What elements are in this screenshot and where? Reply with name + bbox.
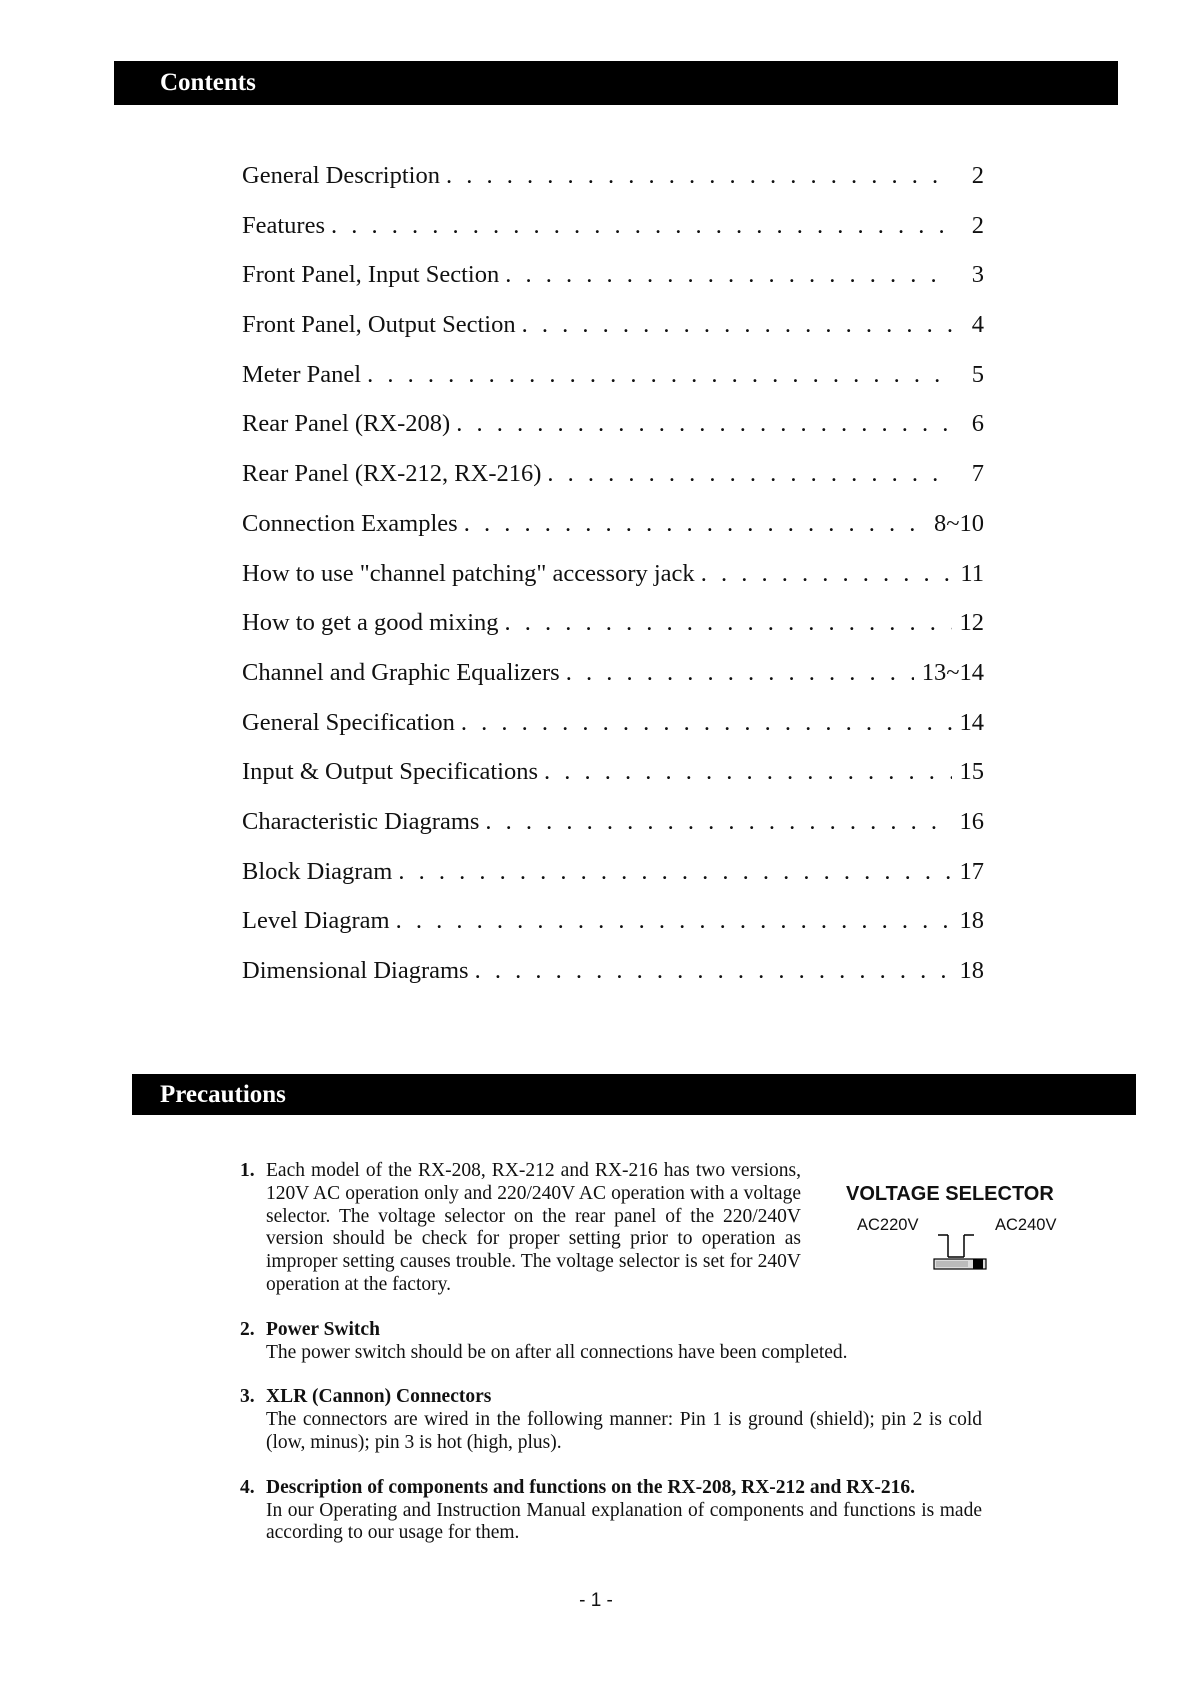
toc-entry[interactable]: [242, 659, 984, 709]
precaution-item: [240, 1477, 982, 1545]
toc-entry-title: Channel and Graphic Equalizers: [242, 658, 560, 686]
precaution-item: [240, 1319, 982, 1365]
toc-entry-title: How to get a good mixing: [242, 609, 499, 637]
precaution-body: The power switch should be on after all connections have been completed.: [266, 1341, 848, 1363]
contents-heading: Contents: [160, 69, 256, 96]
precaution-item: [240, 1386, 982, 1454]
voltage-selector-figure: [840, 1183, 1080, 1273]
toc-entry[interactable]: [242, 212, 984, 262]
precaution-heading: XLR (Cannon) Connectors: [266, 1386, 492, 1408]
toc-entry-title: Front Panel, Output Section: [242, 311, 516, 339]
precaution-heading: Power Switch: [266, 1318, 380, 1340]
toc-dot-leader: [522, 311, 952, 339]
toc-entry-title: Rear Panel (RX-212, RX-216): [242, 460, 542, 488]
toc-dot-leader: [485, 808, 951, 836]
page-number: - 1 -: [579, 1590, 613, 1611]
voltage-switch-icon: [930, 1223, 1000, 1275]
toc-dot-leader: [396, 907, 952, 935]
toc-entry-title: Block Diagram: [242, 857, 393, 885]
toc-dot-leader: [701, 560, 952, 588]
toc-dot-leader: [464, 510, 926, 538]
toc-entry-title: Level Diagram: [242, 907, 390, 935]
toc-entry-page: 12: [959, 609, 984, 637]
toc-entry-title: How to use "channel patching" accessory jack: [242, 559, 695, 587]
precautions-heading: Precautions: [160, 1080, 286, 1108]
contents-heading-bar: [114, 61, 1118, 105]
toc-entry-page: 13~14: [921, 658, 984, 686]
toc-entry-title: Front Panel, Input Section: [242, 261, 500, 289]
precaution-number: 3.: [240, 1386, 255, 1408]
toc-dot-leader: [505, 609, 952, 637]
toc-entry[interactable]: [242, 609, 984, 659]
toc-dot-leader: [505, 261, 952, 289]
toc-entry[interactable]: [242, 709, 984, 759]
toc-entry-page: 5: [971, 360, 984, 388]
toc-entry[interactable]: [242, 560, 984, 610]
voltage-label-240: AC240V: [995, 1216, 1057, 1234]
toc-entry[interactable]: [242, 758, 984, 808]
precaution-body: In our Operating and Instruction Manual explanation of components and functions is made according to our usage for them.: [266, 1499, 982, 1544]
precaution-body: Each model of the RX-208, RX-212 and RX-216 has two versions, 120V AC operation only and 220/240V AC operation with a voltage selector. The voltage selector on the rear panel of the 220/240V version should be check for proper setting prior to operation as improper setting causes trouble. The voltage selector is set for 240V operation at the factory.: [266, 1160, 801, 1295]
toc-entry-title: Input & Output Specifications: [242, 758, 538, 786]
toc-entry[interactable]: [242, 957, 984, 1007]
precaution-body: The connectors are wired in the following manner: Pin 1 is ground (shield); pin 2 is cold (low, minus); pin 3 is hot (high, plus).: [266, 1409, 982, 1453]
precaution-number: 2.: [240, 1318, 255, 1340]
toc-entry[interactable]: [242, 162, 984, 212]
precaution-number: 1.: [240, 1160, 255, 1181]
toc-entry-title: General Description: [242, 162, 440, 189]
toc-dot-leader: [398, 858, 951, 886]
toc-entry[interactable]: [242, 907, 984, 957]
toc-entry-title: Characteristic Diagrams: [242, 807, 480, 835]
toc-entry-page: 7: [971, 460, 984, 488]
toc-dot-leader: [566, 659, 914, 687]
toc-entry[interactable]: [242, 311, 984, 361]
precaution-heading: Description of components and functions on the RX-208, RX-212 and RX-216.: [266, 1476, 915, 1498]
voltage-selector-title: VOLTAGE SELECTOR: [846, 1183, 1054, 1205]
precaution-number: 4.: [240, 1476, 255, 1498]
toc-entry-page: 17: [959, 857, 984, 885]
toc-entry-page: 18: [959, 907, 984, 935]
toc-entry-page: 2: [971, 162, 984, 189]
toc-entry-page: 2: [971, 211, 984, 239]
toc-dot-leader: [461, 709, 952, 737]
toc-entry-page: 16: [959, 807, 984, 835]
toc-entry-page: 3: [971, 261, 984, 289]
toc-entry-page: 8~10: [933, 509, 984, 537]
toc-entry[interactable]: [242, 410, 984, 460]
toc-entry[interactable]: [242, 510, 984, 560]
toc-entry[interactable]: [242, 361, 984, 411]
toc-entry-title: Dimensional Diagrams: [242, 957, 469, 984]
toc-entry[interactable]: [242, 858, 984, 908]
toc-dot-leader: [446, 162, 952, 190]
toc-entry-title: General Specification: [242, 708, 455, 736]
toc-dot-leader: [475, 957, 952, 985]
voltage-label-220: AC220V: [857, 1216, 919, 1234]
toc-entry[interactable]: [242, 460, 984, 510]
toc-entry-page: 4: [971, 311, 984, 339]
toc-entry-title: Connection Examples: [242, 509, 458, 537]
toc-entry[interactable]: [242, 261, 984, 311]
toc-entry-title: Meter Panel: [242, 360, 362, 388]
toc-entry-page: 11: [960, 559, 984, 587]
toc-dot-leader: [547, 460, 952, 488]
toc-dot-leader: [456, 410, 952, 438]
table-of-contents: [242, 162, 984, 1007]
toc-entry-title: Features: [242, 211, 325, 239]
precautions-heading-bar: [132, 1074, 1136, 1115]
toc-entry-title: Rear Panel (RX-208): [242, 410, 451, 438]
toc-entry-page: 14: [959, 708, 984, 736]
toc-dot-leader: [367, 361, 952, 389]
toc-entry[interactable]: [242, 808, 984, 858]
toc-entry-page: 18: [959, 957, 984, 984]
toc-dot-leader: [544, 758, 952, 786]
toc-dot-leader: [331, 212, 952, 240]
toc-entry-page: 6: [971, 410, 984, 438]
toc-entry-page: 15: [959, 758, 984, 786]
